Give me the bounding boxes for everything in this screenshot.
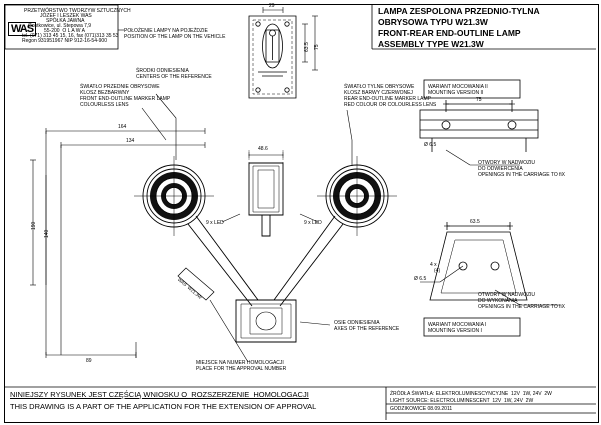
annotation-front-lamp-1: ŚWIATŁO PRZEDNIE OBRYSOWE (80, 84, 160, 90)
annotation-rear-lamp-1: ŚWIATŁO TYLNE OBRYSOWE (344, 84, 415, 90)
annotation-rear-lamp-4: RED COLOUR OR COLOURLESS LENS (344, 102, 437, 108)
dim-140: 140 (44, 229, 50, 238)
annotation-lamp-position-pl: POŁOŻENIE LAMPY NA POJEŹDZIE (124, 28, 208, 34)
annotation-front-lamp-4: COLOURLESS LENS (80, 102, 129, 108)
annotation-centers-pl: ŚRODKI ODNIESIENIA (136, 68, 189, 74)
dim-134: 134 (126, 138, 135, 144)
footer-text-en: THIS DRAWING IS A PART OF THE APPLICATION FOR THE EXTENSION OF APPROVAL (10, 402, 317, 411)
version2-holes-3: OPENINGS IN THE CARRIAGE TO fiX (478, 172, 565, 178)
company-line-2: JÓZEF I LESZEK WAS (40, 13, 92, 19)
label-marking: WAS W21.3W (176, 277, 203, 301)
annotation-approval-en: PLACE FOR THE APPROVAL NUMBER (196, 366, 287, 372)
annotation-rear-lamp-3: REAR END-OUTLINE MARKER LAMP (344, 96, 431, 102)
version1-title-en: MOUNTING VERSION I (428, 328, 482, 334)
dim-164: 164 (118, 124, 127, 130)
company-line-6: tel. (071) 313 45 15, 16, fax (071)313 35 53 (22, 33, 119, 39)
company-line-3: SPÓŁKA JAWNA (46, 18, 85, 24)
annotation-axes-en: AXES OF THE REFERENCE (334, 326, 400, 332)
version2-title-en: MOUNTING VERSION II (428, 90, 484, 96)
company-line-7: Regon 931951967 NIP 912-16-54-900 (22, 38, 107, 44)
dim-63-5-version1: 63.5 (470, 219, 480, 225)
company-logo: WAS (8, 22, 36, 36)
drawing-title-line-1: LAMPA ZESPOLONA PRZEDNIO-TYLNA (378, 6, 540, 16)
annotation-front-lamp-3: FRONT END-OUTLINE MARKER LAMP (80, 96, 171, 102)
version2-holes-1: OTWORY W NADWOZIU (478, 160, 536, 166)
dim-4: (4) (434, 268, 441, 274)
annotation-axes-pl: OSIE ODNIESIENIA (334, 320, 380, 326)
footer-source-en: LIGHT SOURCE: ELECTROLUMINESCENT 12V 1W, 24V 2W (390, 398, 534, 404)
annotation-led-right: 9 x LED (304, 220, 322, 226)
drawing-title-line-4: ASSEMBLY TYPE W21.3W (378, 39, 484, 49)
dim-diameter-6-5-version2: Ø 6.5 (424, 142, 437, 148)
company-line-1: PRZETWÓRSTWO TWORZYW SZTUCZNYCH (24, 8, 131, 14)
footer-source-pl: ŹRÓDŁA ŚWIATŁA: ELEKTROLUMINESCYNCYJNE 12V 1W, 24V 2W (390, 391, 552, 397)
version2-title-pl: WARIANT MOCOWANIA II (428, 84, 488, 90)
annotation-led-left: 9 x LED (206, 220, 224, 226)
dim-75-version2: 75 (476, 97, 482, 103)
dim-4x: 4 x (430, 262, 437, 268)
annotation-front-lamp-2: KLOSZ BEZBARWNY (80, 90, 130, 96)
footer-place-date: GODZIKOWICE 08.09.2011 (390, 406, 453, 412)
dim-diameter-6-5-version1: Ø 6.5 (414, 276, 427, 282)
version1-holes-2: DO WYKONANIA (478, 298, 518, 304)
footer-text-pl: NINIEJSZY RYSUNEK JEST CZĘŚCIĄ WNIOSKU O ROZSZERZENIE HOMOLOGACJI (10, 390, 309, 399)
company-line-5: 55-200 O L A W A (44, 28, 85, 34)
dim-48-6: 48.6 (258, 146, 268, 152)
annotation-rear-lamp-2: KLOSZ BARWY CZERWONEJ (344, 90, 413, 96)
version1-title-pl: WARIANT MOCOWANIA I (428, 322, 487, 328)
company-line-4: Gostkowice, ul. Stepowa 7,9 (28, 23, 92, 29)
dim-75-top: 75 (314, 44, 320, 50)
dim-29: 29 (269, 3, 275, 9)
annotation-centers-en: CENTERS OF THE REFERENCE (136, 74, 212, 80)
annotation-approval-pl: MIEJSCE NA NUMER HOMOLOGACJI (196, 360, 284, 366)
annotation-lamp-position-en: POSITION OF THE LAMP ON THE VEHICLE (124, 34, 226, 40)
version1-holes-3: OPENINGS IN THE CARRIAGE TO fiX (478, 304, 565, 310)
dim-89: 89 (86, 358, 92, 364)
drawing-title-line-3: FRONT-REAR END-OUTLINE LAMP (378, 28, 521, 38)
dim-63-5-top: 63.5 (304, 42, 310, 52)
version1-holes-1: OTWORY W NADWOZIU (478, 292, 536, 298)
dim-190: 190 (31, 221, 37, 230)
drawing-title-line-2: OBRYSOWA TYPU W21.3W (378, 17, 488, 27)
version2-holes-2: DO ODWIERCENIA (478, 166, 523, 172)
